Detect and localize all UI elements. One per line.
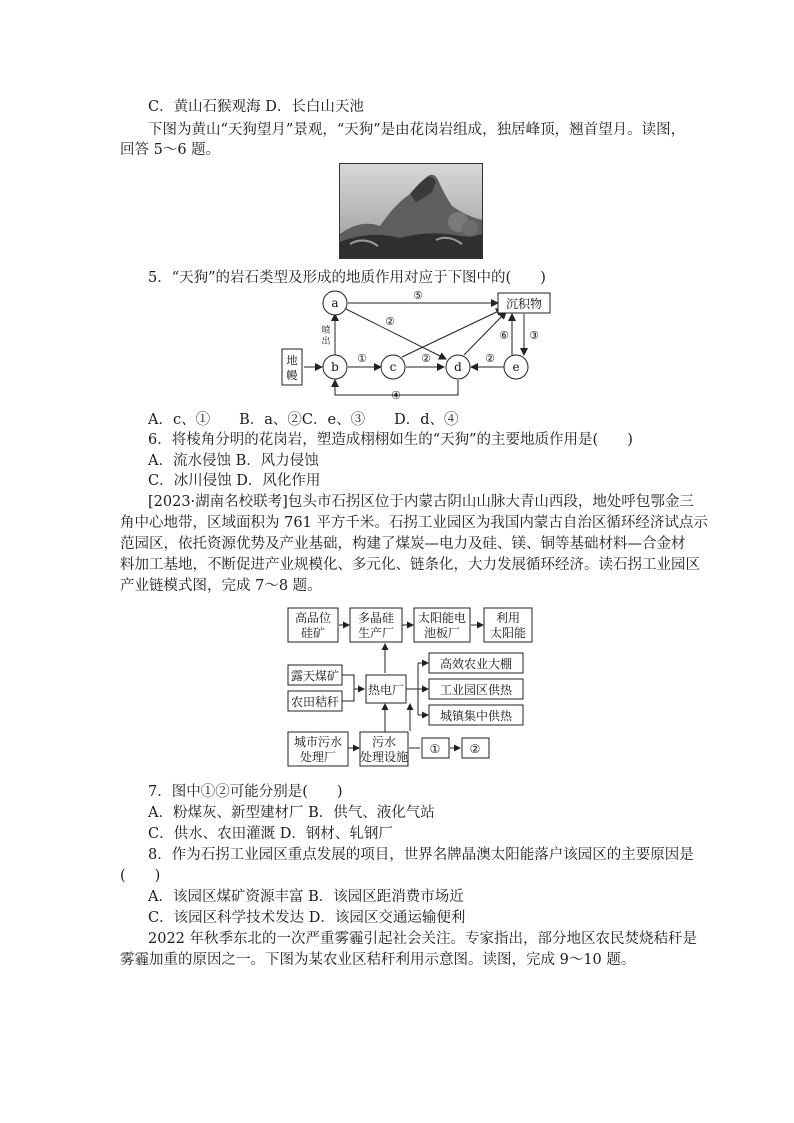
edge-c-sed [402, 309, 503, 357]
greenhouse-label: 高效农业大棚 [439, 657, 513, 671]
intro-9-10-line-2: 雾霾加重的原因之一。下图为某农业区秸秆利用示意图。读图，完成 9～10 题。 [120, 952, 636, 968]
intro-5-6-line-1: 下图为黄山“天狗望月”景观，“天狗”是由花岗岩组成，独居峰顶，翘首望月。读图， [148, 122, 686, 138]
node-a-label: a [331, 296, 339, 310]
q7-options-ab: A．粉煤灰、新型建材厂 B．供气、液化气站 [148, 805, 435, 821]
polysilicon-l2: 生产厂 [357, 626, 395, 640]
q8-stem-line-2: ( ) [120, 868, 161, 884]
label-2-c: ② [421, 352, 431, 365]
intro-5-6-line-2: 回答 5～6 题。 [120, 142, 221, 158]
q8-stem-line-1: 8．作为石拐工业园区重点发展的项目，世界名牌晶澳太阳能落户该园区的主要原因是 [148, 847, 694, 863]
industry-chain-diagram [284, 603, 544, 775]
intro-7-8-line-3: 范园区，依托资源优势及产业基础，构建了煤炭—电力及硅、镁、铜等基础材料—合金材 [120, 536, 686, 552]
power-plant-label: 热电厂 [367, 683, 405, 697]
node-c-label: c [389, 360, 397, 374]
mantle-label-2: 幔 [286, 369, 298, 382]
sediment-label: 沉积物 [505, 297, 543, 311]
rock-cycle-diagram [278, 287, 558, 409]
label-2-a: ② [385, 315, 395, 328]
q5-options: A．c、① B．a、②C．e、③ D．d、④ [148, 412, 459, 428]
use-solar-l2: 太阳能 [489, 626, 527, 640]
node-b-label: b [331, 360, 339, 374]
use-solar-l1: 利用 [495, 611, 521, 625]
silica-ore-l1: 高品位 [294, 611, 332, 625]
q7-stem: 7．图中①②可能分别是( ) [148, 784, 343, 800]
polysilicon-l1: 多晶硅 [357, 611, 395, 625]
solar-panel-l1: 太阳能电 [417, 611, 467, 625]
label-1: ① [357, 352, 367, 365]
q6-options-cd: C．冰川侵蚀 D．风化作用 [148, 473, 321, 489]
q5-stem: 5．“天狗”的岩石类型及形成的地质作用对应于下图中的( ) [148, 270, 546, 286]
intro-7-8-line-5: 产业链模式图，完成 7～8 题。 [120, 578, 322, 594]
q8-options-ab: A．该园区煤矿资源丰富 B．该园区距消费市场近 [148, 889, 464, 905]
circle-1-label: ① [429, 742, 441, 756]
solar-panel-l2: 池板厂 [423, 626, 461, 640]
label-6: ⑥ [499, 329, 509, 342]
q6-stem: 6．将棱角分明的花岗岩，塑造成栩栩如生的“天狗”的主要地质作用是( ) [148, 432, 633, 448]
label-4: ④ [391, 389, 401, 402]
q4-options-cd: C．黄山石猴观海 D．长白山天池 [148, 99, 364, 115]
mantle-label-1: 地 [286, 354, 298, 367]
intro-7-8-line-2: 角中心地带，区域面积为 761 平方千米。石拐工业园区为我国内蒙古自治区循环经济试点示 [120, 515, 708, 531]
circle-2-label: ② [469, 742, 481, 756]
sewage-facility-l2: 处理设施 [359, 750, 409, 764]
q8-options-cd: C．该园区科学技术发达 D．该园区交通运输便利 [148, 910, 466, 926]
open-coal-label: 露天煤矿 [290, 669, 340, 683]
intro-7-8-line-1: [2023·湖南名校联考]包头市石拐区位于内蒙古阴山山脉大青山西段，地处呼包鄂金三 [148, 494, 694, 510]
sewage-plant-l2: 处理厂 [299, 750, 337, 764]
sewage-plant-l1: 城市污水 [293, 735, 343, 749]
straw-label: 农田秸秆 [290, 695, 340, 709]
node-d-label: d [454, 360, 462, 374]
eruption-label-1: 喷 [321, 326, 331, 336]
q7-options-cd: C．供水、农田灌溉 D．钢材、轧钢厂 [148, 826, 393, 842]
label-3: ③ [529, 329, 539, 342]
park-heat-label: 工业园区供热 [439, 683, 513, 697]
eruption-label-2: 出 [321, 337, 331, 347]
intro-7-8-line-4: 料加工基地，不断促进产业规模化、多元化、链条化，大力发展循环经济。读石拐工业园区 [120, 557, 700, 573]
label-2-e: ② [485, 352, 495, 365]
town-heat-label: 城镇集中供热 [439, 709, 513, 723]
q6-options-ab: A．流水侵蚀 B．风力侵蚀 [148, 453, 319, 469]
node-e-label: e [512, 360, 520, 374]
intro-9-10-line-1: 2022 年秋季东北的一次严重雾霾引起社会关注。专家指出，部分地区农民焚烧秸秆是 [148, 931, 698, 947]
silica-ore-l2: 硅矿 [300, 626, 326, 640]
sewage-facility-l1: 污水 [371, 735, 397, 749]
label-5: ⑤ [413, 289, 423, 302]
tiangou-photo [339, 163, 483, 259]
